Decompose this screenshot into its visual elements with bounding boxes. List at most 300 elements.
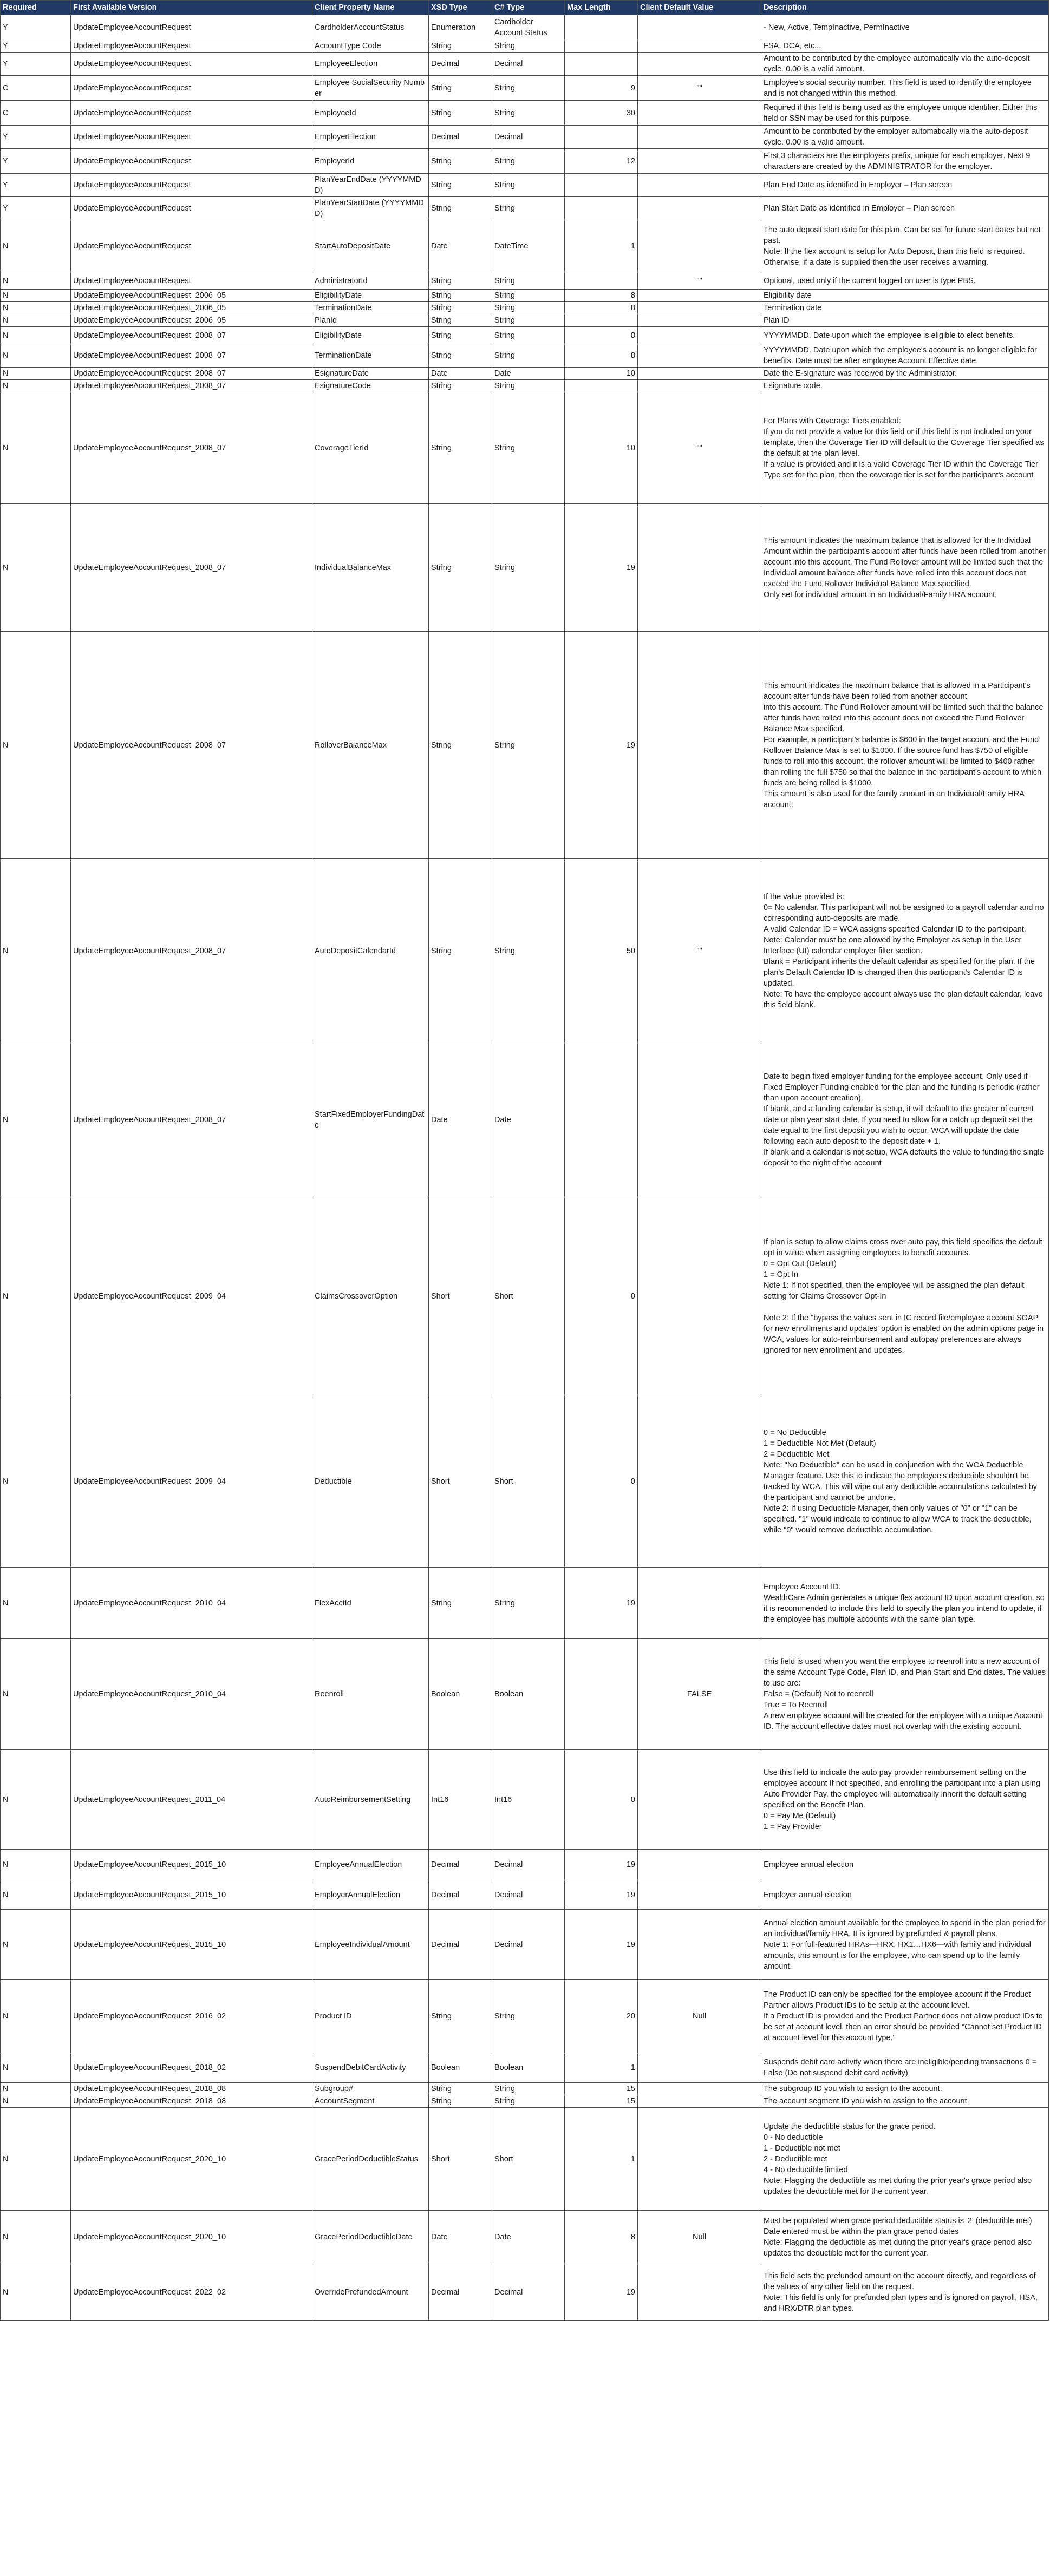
cell-version: UpdateEmployeeAccountRequest_2006_05 <box>71 290 312 302</box>
cell-max-length <box>565 1639 638 1750</box>
cell-cs-type: String <box>492 101 565 126</box>
cell-max-length: 19 <box>565 1880 638 1910</box>
cell-property-name: PlanYearStartDate (YYYYMMDD) <box>312 197 429 220</box>
cell-version: UpdateEmployeeAccountRequest_2006_05 <box>71 314 312 327</box>
table-row <box>1 302 1049 314</box>
cell-description: This field is used when you want the employee to reenroll into a new account of the same Account Type Code, Plan ID, and Plan Start and End dates. The values to use are: False = (Default) Not to reenroll True = To Reenroll A new employee account will be created for the employee with a unique Account ID. The account effective dates must not overlap with the existing account. <box>761 1639 1049 1750</box>
cell-xsd-type: String <box>429 174 492 197</box>
cell-required: N <box>1 2053 71 2083</box>
cell-property-name: TerminationDate <box>312 344 429 368</box>
cell-version: UpdateEmployeeAccountRequest_2018_02 <box>71 2053 312 2083</box>
cell-xsd-type: String <box>429 290 492 302</box>
cell-required: N <box>1 368 71 380</box>
cell-default-value: "" <box>638 272 761 290</box>
table-row <box>1 220 1049 272</box>
table-row <box>1 1395 1049 1568</box>
cell-xsd-type: Date <box>429 368 492 380</box>
cell-required: N <box>1 2264 71 2321</box>
cell-version: UpdateEmployeeAccountRequest <box>71 126 312 149</box>
cell-default-value: "" <box>638 76 761 101</box>
cell-default-value <box>638 2108 761 2211</box>
cell-cs-type: String <box>492 344 565 368</box>
table-row <box>1 380 1049 392</box>
cell-property-name: AdministratorId <box>312 272 429 290</box>
cell-max-length: 0 <box>565 1750 638 1850</box>
cell-property-name: EmployerId <box>312 149 429 174</box>
cell-max-length: 19 <box>565 632 638 859</box>
cell-default-value <box>638 1750 761 1850</box>
cell-version: UpdateEmployeeAccountRequest <box>71 174 312 197</box>
cell-cs-type: String <box>492 2083 565 2095</box>
table-row <box>1 197 1049 220</box>
cell-description: Amount to be contributed by the employee automatically via the auto-deposit cycle. 0.00 is a valid amount. <box>761 53 1049 76</box>
cell-xsd-type: String <box>429 859 492 1043</box>
cell-max-length: 19 <box>565 1850 638 1880</box>
cell-description: 0 = No Deductible 1 = Deductible Not Met (Default) 2 = Deductible Met Note: "No Deductible" can be used in conjunction with the WCA Deductible Manager feature. Use this to indicate the employee's deductible shouldn't be tracked by WCA. This will wipe out any deductible accumulations calculated by the participant and cannot be undone. Note 2: If using Deductible Manager, then only values of "0" or "1" can be specified. "1" would indicate to continue to allow WCA to track the deductible, while "0" would remove deductible accumulation. <box>761 1395 1049 1568</box>
cell-version: UpdateEmployeeAccountRequest <box>71 149 312 174</box>
cell-cs-type: Decimal <box>492 126 565 149</box>
cell-required: Y <box>1 15 71 40</box>
cell-version: UpdateEmployeeAccountRequest_2008_07 <box>71 392 312 504</box>
cell-description: First 3 characters are the employers prefix, unique for each employer. Next 9 characters are created by the ADMINISTRATOR for the employer. <box>761 149 1049 174</box>
table-row <box>1 272 1049 290</box>
cell-required: N <box>1 859 71 1043</box>
cell-default-value <box>638 344 761 368</box>
cell-max-length: 8 <box>565 344 638 368</box>
column-header-max-length: Max Length <box>565 1 638 15</box>
cell-required: N <box>1 380 71 392</box>
table-row <box>1 149 1049 174</box>
cell-property-name: Employee SocialSecurity Number <box>312 76 429 101</box>
cell-default-value <box>638 101 761 126</box>
cell-version: UpdateEmployeeAccountRequest_2015_10 <box>71 1910 312 1980</box>
cell-required: N <box>1 2211 71 2264</box>
cell-cs-type: String <box>492 174 565 197</box>
cell-default-value <box>638 1395 761 1568</box>
cell-max-length: 0 <box>565 1197 638 1395</box>
column-header-cs-type: C# Type <box>492 1 565 15</box>
cell-property-name: EsignatureCode <box>312 380 429 392</box>
cell-property-name: ClaimsCrossoverOption <box>312 1197 429 1395</box>
cell-version: UpdateEmployeeAccountRequest_2018_08 <box>71 2095 312 2108</box>
cell-max-length: 19 <box>565 2264 638 2321</box>
cell-version: UpdateEmployeeAccountRequest_2016_02 <box>71 1980 312 2053</box>
cell-property-name: EmployeeId <box>312 101 429 126</box>
cell-xsd-type: Short <box>429 1395 492 1568</box>
cell-cs-type: String <box>492 380 565 392</box>
cell-max-length: 19 <box>565 1568 638 1639</box>
cell-xsd-type: Int16 <box>429 1750 492 1850</box>
cell-required: N <box>1 632 71 859</box>
cell-description: Annual election amount available for the employee to spend in the plan period for an individual/family HRA. It is ignored by prefunded & payroll plans. Note 1: For full-featured HRAs—HRX, HX1…HX6—with family and individual amounts, this amount is for the employee, who can spend up to the family amount. <box>761 1910 1049 1980</box>
cell-description: This amount indicates the maximum balance that is allowed in a Participant's account after funds have been rolled from another account into this account. The Fund Rollover amount will be limited such that the balance after funds have rolled into this account does not exceed the Fund Rollover Balance Max specified. For example, a participant's balance is $600 in the target account and the Fund Rollover Balance Max is set to $1000. If the source fund has $750 of eligible funds to roll into this account, the rollover amount will be limited to $400 rather than rolling the full $750 so that the balance in the participant's account to which funds are being rolled is $1000. This amount is also used for the family amount in an Individual/Family HRA account. <box>761 632 1049 859</box>
cell-version: UpdateEmployeeAccountRequest_2020_10 <box>71 2108 312 2211</box>
cell-max-length: 9 <box>565 76 638 101</box>
cell-description: The auto deposit start date for this plan. Can be set for future start dates but not past. Note: If the flex account is setup for Auto Deposit, than this field is required. Otherwise, if a date is supplied then the user receives a warning. <box>761 220 1049 272</box>
cell-default-value <box>638 504 761 632</box>
cell-xsd-type: String <box>429 344 492 368</box>
cell-default-value <box>638 632 761 859</box>
cell-version: UpdateEmployeeAccountRequest <box>71 272 312 290</box>
cell-default-value <box>638 314 761 327</box>
cell-default-value <box>638 174 761 197</box>
table-row <box>1 1980 1049 2053</box>
cell-default-value <box>638 1880 761 1910</box>
cell-cs-type: Decimal <box>492 53 565 76</box>
cell-xsd-type: String <box>429 76 492 101</box>
cell-default-value <box>638 126 761 149</box>
cell-default-value: Null <box>638 2211 761 2264</box>
cell-default-value <box>638 149 761 174</box>
cell-version: UpdateEmployeeAccountRequest_2006_05 <box>71 302 312 314</box>
cell-required: N <box>1 344 71 368</box>
cell-required: N <box>1 1568 71 1639</box>
table-row <box>1 2053 1049 2083</box>
cell-cs-type: DateTime <box>492 220 565 272</box>
cell-version: UpdateEmployeeAccountRequest_2015_10 <box>71 1880 312 1910</box>
cell-description: YYYYMMDD. Date upon which the employee is eligible to elect benefits. <box>761 327 1049 344</box>
cell-description: Plan ID <box>761 314 1049 327</box>
header-row <box>1 1 1049 15</box>
cell-description: Suspends debit card activity when there are ineligible/pending transactions 0 = False (Do not suspend debit card activity) <box>761 2053 1049 2083</box>
cell-property-name: PlanId <box>312 314 429 327</box>
cell-cs-type: Int16 <box>492 1750 565 1850</box>
cell-cs-type: Date <box>492 2211 565 2264</box>
column-header-required: Required <box>1 1 71 15</box>
cell-xsd-type: Date <box>429 1043 492 1197</box>
cell-xsd-type: Decimal <box>429 1850 492 1880</box>
cell-property-name: AccountType Code <box>312 40 429 53</box>
cell-xsd-type: String <box>429 314 492 327</box>
cell-default-value <box>638 197 761 220</box>
cell-property-name: GracePeriodDeductibleStatus <box>312 2108 429 2211</box>
cell-required: N <box>1 1395 71 1568</box>
table-row <box>1 1850 1049 1880</box>
cell-description: Date to begin fixed employer funding for the employee account. Only used if Fixed Employer Funding enabled for the plan and the funding is periodic (rather than upon account creation). If blank, and a funding calendar is setup, it will default to the greater of current date or plan year start date. If you need to allow for a catch up deposit set the date equal to the first deposit you wish to occur. WCA will update the date following each auto deposit to the deposit date + 1. If blank and a calendar is not setup, WCA defaults the value to funding the single deposit to the night of the account <box>761 1043 1049 1197</box>
cell-max-length: 8 <box>565 2211 638 2264</box>
table-row <box>1 1043 1049 1197</box>
cell-required: N <box>1 1043 71 1197</box>
cell-max-length: 15 <box>565 2095 638 2108</box>
cell-property-name: AutoReimbursementSetting <box>312 1750 429 1850</box>
cell-cs-type: String <box>492 2095 565 2108</box>
cell-description: Optional, used only if the current logged on user is type PBS. <box>761 272 1049 290</box>
cell-default-value: "" <box>638 392 761 504</box>
cell-version: UpdateEmployeeAccountRequest_2020_10 <box>71 2211 312 2264</box>
cell-cs-type: Date <box>492 1043 565 1197</box>
cell-property-name: EmployeeElection <box>312 53 429 76</box>
cell-property-name: Product ID <box>312 1980 429 2053</box>
cell-max-length <box>565 272 638 290</box>
table-row <box>1 632 1049 859</box>
cell-cs-type: String <box>492 1568 565 1639</box>
cell-property-name: OverridePrefundedAmount <box>312 2264 429 2321</box>
cell-description: - New, Active, TempInactive, PermInactive <box>761 15 1049 40</box>
cell-cs-type: String <box>492 327 565 344</box>
cell-default-value <box>638 1910 761 1980</box>
cell-required: N <box>1 2083 71 2095</box>
cell-default-value <box>638 1197 761 1395</box>
cell-default-value <box>638 1043 761 1197</box>
cell-max-length: 30 <box>565 101 638 126</box>
cell-description: Employee Account ID. WealthCare Admin generates a unique flex account ID upon account creation, so it is recommended to include this field to specify the plan you intend to update, if the employee has multiple accounts with the same plan type. <box>761 1568 1049 1639</box>
cell-version: UpdateEmployeeAccountRequest <box>71 76 312 101</box>
cell-required: N <box>1 327 71 344</box>
cell-version: UpdateEmployeeAccountRequest <box>71 197 312 220</box>
cell-required: N <box>1 2108 71 2211</box>
cell-max-length: 12 <box>565 149 638 174</box>
cell-max-length: 19 <box>565 1910 638 1980</box>
cell-required: Y <box>1 126 71 149</box>
cell-property-name: SuspendDebitCardActivity <box>312 2053 429 2083</box>
cell-xsd-type: String <box>429 504 492 632</box>
cell-xsd-type: Enumeration <box>429 15 492 40</box>
cell-xsd-type: Decimal <box>429 1880 492 1910</box>
column-header-version: First Available Version <box>71 1 312 15</box>
cell-required: N <box>1 302 71 314</box>
table-row <box>1 101 1049 126</box>
cell-default-value: FALSE <box>638 1639 761 1750</box>
cell-property-name: EligibilityDate <box>312 327 429 344</box>
cell-version: UpdateEmployeeAccountRequest_2008_07 <box>71 327 312 344</box>
cell-xsd-type: String <box>429 1980 492 2053</box>
cell-max-length <box>565 1043 638 1197</box>
cell-xsd-type: String <box>429 2083 492 2095</box>
cell-default-value: Null <box>638 1980 761 2053</box>
table-row <box>1 1910 1049 1980</box>
cell-cs-type: String <box>492 272 565 290</box>
cell-version: UpdateEmployeeAccountRequest_2008_07 <box>71 1043 312 1197</box>
cell-max-length: 1 <box>565 2108 638 2211</box>
cell-max-length: 19 <box>565 504 638 632</box>
cell-version: UpdateEmployeeAccountRequest <box>71 220 312 272</box>
cell-cs-type: String <box>492 197 565 220</box>
cell-xsd-type: Boolean <box>429 2053 492 2083</box>
cell-cs-type: Boolean <box>492 1639 565 1750</box>
table-row <box>1 344 1049 368</box>
table-row <box>1 1750 1049 1850</box>
column-header-xsd-type: XSD Type <box>429 1 492 15</box>
cell-property-name: EligibilityDate <box>312 290 429 302</box>
table-row <box>1 368 1049 380</box>
table-row <box>1 290 1049 302</box>
cell-version: UpdateEmployeeAccountRequest_2009_04 <box>71 1395 312 1568</box>
cell-description: Required if this field is being used as the employee unique identifier. Either this field or SSN may be used for this purpose. <box>761 101 1049 126</box>
cell-max-length <box>565 126 638 149</box>
table-row <box>1 53 1049 76</box>
cell-xsd-type: String <box>429 272 492 290</box>
cell-xsd-type: String <box>429 149 492 174</box>
cell-cs-type: Short <box>492 1395 565 1568</box>
cell-max-length: 50 <box>565 859 638 1043</box>
cell-max-length: 15 <box>565 2083 638 2095</box>
cell-property-name: Deductible <box>312 1395 429 1568</box>
cell-default-value <box>638 2053 761 2083</box>
cell-required: N <box>1 272 71 290</box>
cell-property-name: RolloverBalanceMax <box>312 632 429 859</box>
cell-description: Must be populated when grace period deductible status is '2' (deductible met) Date entered must be within the plan grace period dates Note: Flagging the deductible as met during the prior year's grace period also updates the deductible met for the current year. <box>761 2211 1049 2264</box>
cell-version: UpdateEmployeeAccountRequest_2008_07 <box>71 859 312 1043</box>
cell-max-length <box>565 314 638 327</box>
cell-property-name: EmployeeAnnualElection <box>312 1850 429 1880</box>
cell-default-value <box>638 290 761 302</box>
cell-xsd-type: String <box>429 2095 492 2108</box>
table-row <box>1 1880 1049 1910</box>
cell-default-value <box>638 53 761 76</box>
cell-cs-type: Short <box>492 2108 565 2211</box>
cell-description: Esignature code. <box>761 380 1049 392</box>
cell-description: This field sets the prefunded amount on the account directly, and regardless of the values of any other field on the request. Note: This field is only for prefunded plan types and is ignored on payroll, HSA, and HRX/DTR plan types. <box>761 2264 1049 2321</box>
table-row <box>1 15 1049 40</box>
cell-version: UpdateEmployeeAccountRequest_2009_04 <box>71 1197 312 1395</box>
cell-description: The subgroup ID you wish to assign to the account. <box>761 2083 1049 2095</box>
cell-required: N <box>1 1197 71 1395</box>
cell-xsd-type: Decimal <box>429 1910 492 1980</box>
table-row <box>1 126 1049 149</box>
cell-cs-type: String <box>492 632 565 859</box>
cell-cs-type: String <box>492 76 565 101</box>
cell-cs-type: String <box>492 1980 565 2053</box>
cell-version: UpdateEmployeeAccountRequest_2008_07 <box>71 504 312 632</box>
table-row <box>1 2211 1049 2264</box>
cell-version: UpdateEmployeeAccountRequest <box>71 40 312 53</box>
cell-property-name: EmployerAnnualElection <box>312 1880 429 1910</box>
cell-property-name: IndividualBalanceMax <box>312 504 429 632</box>
cell-description: FSA, DCA, etc... <box>761 40 1049 53</box>
cell-default-value <box>638 1850 761 1880</box>
cell-xsd-type: String <box>429 302 492 314</box>
cell-description: YYYYMMDD. Date upon which the employee's account is no longer eligible for benefits. Date must be after employee Account Effective date. <box>761 344 1049 368</box>
cell-required: N <box>1 1910 71 1980</box>
cell-required: C <box>1 76 71 101</box>
cell-max-length: 8 <box>565 290 638 302</box>
cell-default-value <box>638 220 761 272</box>
table-row <box>1 2108 1049 2211</box>
cell-max-length: 1 <box>565 220 638 272</box>
column-header-property: Client Property Name <box>312 1 429 15</box>
cell-xsd-type: Short <box>429 2108 492 2211</box>
table-row <box>1 2095 1049 2108</box>
cell-max-length: 10 <box>565 392 638 504</box>
cell-version: UpdateEmployeeAccountRequest_2022_02 <box>71 2264 312 2321</box>
cell-required: N <box>1 290 71 302</box>
cell-xsd-type: String <box>429 632 492 859</box>
cell-property-name: EsignatureDate <box>312 368 429 380</box>
cell-description: The Product ID can only be specified for the employee account if the Product Partner allows Product IDs to be setup at the account level. If a Product ID is provided and the Product Partner does not allow product IDs to be set at account level, then an error should be provided "Cannot set Product ID at account level for this account type." <box>761 1980 1049 2053</box>
column-header-default-value: Client Default Value <box>638 1 761 15</box>
cell-property-name: TerminationDate <box>312 302 429 314</box>
cell-default-value <box>638 1568 761 1639</box>
cell-property-name: EmployerElection <box>312 126 429 149</box>
cell-cs-type: String <box>492 314 565 327</box>
cell-description: Employer annual election <box>761 1880 1049 1910</box>
cell-cs-type: Decimal <box>492 1910 565 1980</box>
cell-max-length: 8 <box>565 327 638 344</box>
cell-cs-type: String <box>492 302 565 314</box>
cell-default-value <box>638 327 761 344</box>
cell-description: Date the E-signature was received by the Administrator. <box>761 368 1049 380</box>
cell-cs-type: String <box>492 149 565 174</box>
cell-default-value: "" <box>638 859 761 1043</box>
cell-cs-type: String <box>492 40 565 53</box>
cell-required: N <box>1 1750 71 1850</box>
cell-version: UpdateEmployeeAccountRequest_2018_08 <box>71 2083 312 2095</box>
cell-cs-type: Decimal <box>492 1880 565 1910</box>
cell-xsd-type: Decimal <box>429 126 492 149</box>
cell-description: Employee annual election <box>761 1850 1049 1880</box>
cell-xsd-type: String <box>429 327 492 344</box>
cell-description: Amount to be contributed by the employer automatically via the auto-deposit cycle. 0.00 is a valid amount. <box>761 126 1049 149</box>
cell-description: Plan Start Date as identified in Employer – Plan screen <box>761 197 1049 220</box>
cell-max-length: 0 <box>565 1395 638 1568</box>
cell-xsd-type: Boolean <box>429 1639 492 1750</box>
table-row <box>1 1639 1049 1750</box>
cell-default-value <box>638 302 761 314</box>
cell-description: For Plans with Coverage Tiers enabled: If you do not provide a value for this field or if this field is not included on your template, then the Coverage Tier ID will default to the Coverage Tier specified as the default at the plan level. If a value is provided and it is a valid Coverage Tier ID within the Coverage Tier Type set for the plan, then the coverage tier is set for the participant's account <box>761 392 1049 504</box>
cell-property-name: CoverageTierId <box>312 392 429 504</box>
cell-cs-type: Cardholder Account Status <box>492 15 565 40</box>
cell-property-name: PlanYearEndDate (YYYYMMDD) <box>312 174 429 197</box>
cell-max-length <box>565 174 638 197</box>
cell-description: Update the deductible status for the grace period. 0 - No deductible 1 - Deductible not met 2 - Deductible met 4 - No deductible limited Note: Flagging the deductible as met during the prior year's grace period also updates the deductible met for the current year. <box>761 2108 1049 2211</box>
cell-required: N <box>1 504 71 632</box>
cell-property-name: EmployeeIndividualAmount <box>312 1910 429 1980</box>
cell-default-value <box>638 2264 761 2321</box>
cell-max-length <box>565 53 638 76</box>
cell-max-length: 10 <box>565 368 638 380</box>
cell-xsd-type: Short <box>429 1197 492 1395</box>
cell-property-name: StartFixedEmployerFundingDate <box>312 1043 429 1197</box>
cell-required: N <box>1 1880 71 1910</box>
cell-description: If plan is setup to allow claims cross over auto pay, this field specifies the default opt in value when assigning employees to benefit accounts. 0 = Opt Out (Default) 1 = Opt In Note 1: If not specified, then the employee will be assigned the plan default setting for Claims Crossover Opt-In Note 2: If the "bypass the values sent in IC record file/employee account SOAP for new enrollments and updates' option is enabled on the admin options page in WCA, values for auto-reimbursement and autopay preferences are always ignored for new enrollment and updates. <box>761 1197 1049 1395</box>
table-row <box>1 40 1049 53</box>
cell-xsd-type: String <box>429 380 492 392</box>
cell-required: N <box>1 2095 71 2108</box>
table-row <box>1 76 1049 101</box>
cell-cs-type: Decimal <box>492 1850 565 1880</box>
cell-max-length <box>565 197 638 220</box>
cell-xsd-type: String <box>429 40 492 53</box>
cell-property-name: Subgroup# <box>312 2083 429 2095</box>
cell-cs-type: Date <box>492 368 565 380</box>
cell-required: Y <box>1 149 71 174</box>
cell-xsd-type: Decimal <box>429 53 492 76</box>
cell-version: UpdateEmployeeAccountRequest_2015_10 <box>71 1850 312 1880</box>
cell-xsd-type: Decimal <box>429 2264 492 2321</box>
cell-property-name: AccountSegment <box>312 2095 429 2108</box>
cell-cs-type: String <box>492 290 565 302</box>
cell-version: UpdateEmployeeAccountRequest_2008_07 <box>71 380 312 392</box>
cell-cs-type: Decimal <box>492 2264 565 2321</box>
table-row <box>1 2083 1049 2095</box>
cell-required: N <box>1 392 71 504</box>
cell-version: UpdateEmployeeAccountRequest_2008_07 <box>71 344 312 368</box>
cell-cs-type: Short <box>492 1197 565 1395</box>
cell-description: This amount indicates the maximum balance that is allowed for the Individual Amount within the participant's account after funds have been rolled from another account into this account. The Fund Rollover amount will be limited such that the Individual amount balance after funds have rolled into this account does not exceed the Fund Rollover Individual Balance Max specified. Only set for individual amount in an Individual/Family HRA account. <box>761 504 1049 632</box>
table-row <box>1 392 1049 504</box>
cell-description: Termination date <box>761 302 1049 314</box>
cell-max-length: 8 <box>565 302 638 314</box>
cell-description: The account segment ID you wish to assign to the account. <box>761 2095 1049 2108</box>
column-header-description: Description <box>761 1 1049 15</box>
cell-max-length <box>565 40 638 53</box>
cell-version: UpdateEmployeeAccountRequest_2008_07 <box>71 632 312 859</box>
table-row <box>1 174 1049 197</box>
cell-xsd-type: String <box>429 1568 492 1639</box>
cell-default-value <box>638 40 761 53</box>
cell-cs-type: Boolean <box>492 2053 565 2083</box>
cell-required: N <box>1 1850 71 1880</box>
